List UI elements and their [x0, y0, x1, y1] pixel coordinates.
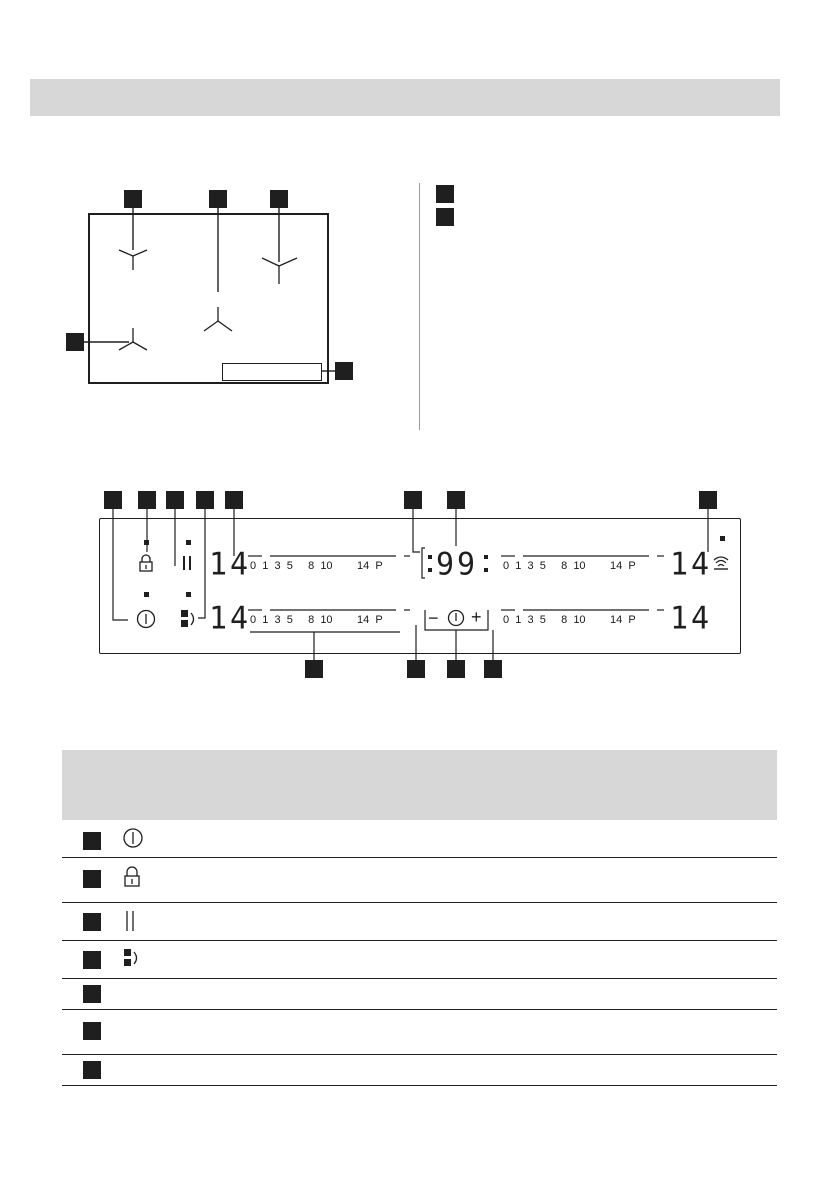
row-marker [83, 1061, 101, 1079]
table-row [62, 979, 777, 1010]
row-marker [83, 913, 101, 931]
timer-minus-button[interactable]: − [428, 608, 439, 628]
bridge-icon [122, 947, 140, 969]
column-divider [419, 183, 420, 430]
pause-icon[interactable] [180, 555, 194, 571]
row-marker [83, 1022, 101, 1040]
hob2hood-icon[interactable] [712, 555, 730, 571]
legend-marker [436, 208, 454, 226]
timer-display: 99 [436, 546, 479, 583]
indicator-dot [186, 592, 191, 597]
table-row [62, 858, 777, 903]
timer-colon-dot [428, 568, 432, 572]
power-scale-bottom-right[interactable]: 0 1 3 5 8 10 14 P [503, 614, 636, 626]
pause-icon [122, 909, 138, 933]
power-scale-top-right[interactable]: 0 1 3 5 8 10 14 P [503, 560, 636, 572]
power-display-bottom-left: 14 [209, 600, 252, 637]
row-marker [83, 870, 101, 888]
cooking-zone-leaders [0, 0, 420, 430]
timer-icon[interactable] [447, 609, 465, 627]
control-panel-lines [0, 480, 839, 680]
table-row [62, 903, 777, 941]
bridge-icon[interactable] [180, 609, 198, 629]
timer-colon-dot [484, 555, 488, 559]
power-icon[interactable] [136, 609, 156, 629]
row-marker [83, 951, 101, 969]
power-scale-top-left[interactable]: 0 1 3 5 8 10 14 P [250, 560, 383, 572]
table-header [62, 750, 777, 820]
table-row [62, 821, 777, 858]
power-icon [122, 827, 144, 849]
timer-colon-dot [484, 568, 488, 572]
table-row [62, 1010, 777, 1055]
lock-icon [122, 866, 142, 888]
row-marker [83, 985, 101, 1003]
lock-icon[interactable] [138, 554, 154, 572]
indicator-dot [720, 536, 725, 541]
power-display-bottom-right: 14 [670, 600, 713, 637]
indicator-dot [144, 592, 149, 597]
row-marker [83, 832, 101, 850]
timer-colon-dot [428, 555, 432, 559]
table-row [62, 1055, 777, 1086]
power-display-top-right: 14 [670, 546, 713, 583]
power-scale-bottom-left[interactable]: 0 1 3 5 8 10 14 P [250, 614, 383, 626]
timer-plus-button[interactable]: + [471, 607, 482, 627]
table-row [62, 941, 777, 979]
indicator-dot [186, 540, 191, 545]
power-display-top-left: 14 [209, 546, 252, 583]
indicator-dot [144, 540, 149, 545]
legend-marker [436, 185, 454, 203]
